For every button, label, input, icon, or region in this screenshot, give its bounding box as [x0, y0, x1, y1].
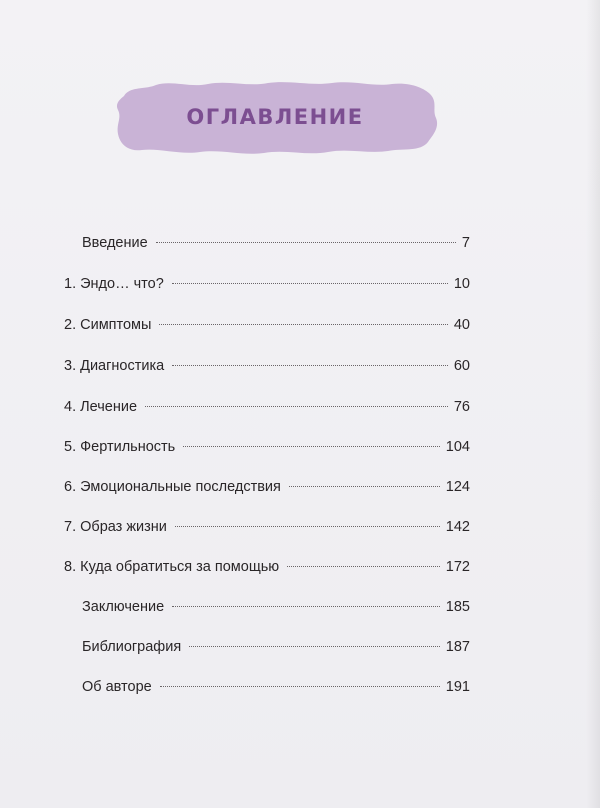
- toc-entry-page: 185: [445, 599, 470, 615]
- dot-leader: [145, 406, 448, 407]
- dot-leader: [289, 486, 440, 487]
- toc-entry-title: 3. Диагностика: [64, 358, 165, 374]
- toc-entry[interactable]: [82, 636, 470, 658]
- dot-leader: [183, 446, 440, 447]
- dot-leader: [287, 566, 440, 567]
- toc-entry-page: 40: [453, 317, 470, 333]
- dot-leader: [160, 686, 440, 687]
- toc-entry-page: 142: [445, 519, 470, 535]
- toc-entry-title: Библиография: [82, 639, 182, 655]
- toc-entry[interactable]: [64, 273, 470, 295]
- toc-entry-page: 7: [461, 235, 470, 251]
- toc-entry[interactable]: [82, 232, 470, 254]
- page-edge-shadow: [586, 0, 600, 808]
- dot-leader: [172, 365, 448, 366]
- toc-entry-title: 6. Эмоциональные последствия: [64, 479, 281, 495]
- toc-entry-title: 8. Куда обратиться за помощью: [64, 559, 280, 575]
- toc-entry[interactable]: [82, 676, 470, 698]
- toc-entry-page: 124: [445, 479, 470, 495]
- dot-leader: [172, 606, 440, 607]
- toc-entry[interactable]: [64, 314, 470, 336]
- toc-entry-title: 7. Образ жизни: [64, 519, 167, 535]
- toc-entry[interactable]: [64, 516, 470, 538]
- toc-entry-title: Заключение: [82, 599, 165, 615]
- toc-entry-page: 191: [445, 679, 470, 695]
- toc-entry[interactable]: [82, 596, 470, 618]
- toc-entry[interactable]: [64, 476, 470, 498]
- toc-entry-page: 104: [445, 439, 470, 455]
- toc-entry-page: 10: [453, 276, 470, 292]
- dot-leader: [156, 242, 456, 243]
- page-title: ОГЛАВЛЕНИЕ: [186, 105, 364, 129]
- toc-entry-page: 76: [453, 399, 470, 415]
- heading-banner: [110, 76, 440, 158]
- toc-entry-title: 5. Фертильность: [64, 439, 176, 455]
- toc-entry-title: Об авторе: [82, 679, 152, 695]
- toc-entry-page: 60: [453, 358, 470, 374]
- toc-entry[interactable]: [64, 556, 470, 578]
- toc-entry[interactable]: [64, 355, 470, 377]
- dot-leader: [189, 646, 440, 647]
- toc-entry[interactable]: [64, 436, 470, 458]
- toc-entry-title: Введение: [82, 235, 148, 251]
- toc-entry-page: 187: [445, 639, 470, 655]
- toc-entry-title: 1. Эндо… что?: [64, 276, 164, 292]
- toc-entry-title: 2. Симптомы: [64, 317, 152, 333]
- dot-leader: [175, 526, 440, 527]
- toc-entry[interactable]: [64, 396, 470, 418]
- toc-entry-title: 4. Лечение: [64, 399, 138, 415]
- dot-leader: [172, 283, 448, 284]
- dot-leader: [159, 324, 447, 325]
- toc-entry-page: 172: [445, 559, 470, 575]
